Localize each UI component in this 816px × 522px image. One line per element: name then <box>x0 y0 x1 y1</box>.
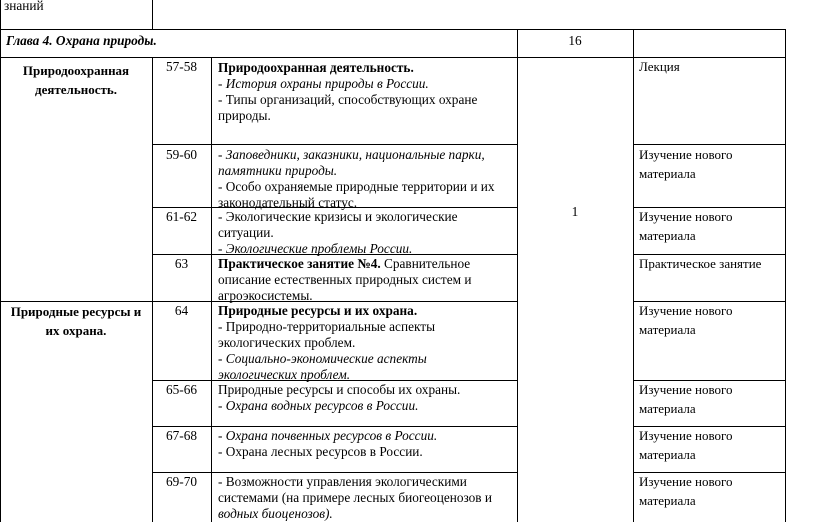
lesson-content: Природоохранная деятельность. - История охраны природы в России. - Типы организаций, способствующих охране природы. <box>218 60 478 123</box>
lesson-type: Изучение нового материала <box>639 303 733 337</box>
grid-line <box>152 426 517 427</box>
top-row-label: знаний <box>4 0 44 13</box>
lesson-content: Практическое занятие №4. Сравнительное описание естественных природных систем и агроэкосистемы. <box>218 256 472 303</box>
grid-line <box>517 29 518 522</box>
lesson-type: Практическое занятие <box>639 256 762 271</box>
grid-line <box>633 29 634 522</box>
lesson-number: 64 <box>174 303 189 318</box>
lesson-number: 63 <box>174 256 189 271</box>
lesson-number: 65-66 <box>165 382 198 397</box>
grid-line <box>152 472 517 473</box>
chapter-hours: 16 <box>568 33 582 48</box>
lesson-content: - Заповедники, заказники, национальные парки, памятники природы. - Особо охраняемые природные территории и их законодательный статус. <box>218 147 495 210</box>
lesson-content: - Охрана почвенных ресурсов в России. - Охрана лесных ресурсов в России. <box>218 428 438 459</box>
lesson-type: Изучение нового материала <box>639 147 733 181</box>
lesson-number: 61-62 <box>165 209 198 224</box>
lesson-type: Изучение нового материала <box>639 209 733 243</box>
grid-line <box>633 144 785 145</box>
topic-title: Природные ресурсы и их охрана. <box>10 304 142 338</box>
lesson-content: - Возможности управления экологическими системами (на примере лесных биогеоценозов и водных биоценозов). <box>218 474 493 521</box>
lesson-content: Природные ресурсы и способы их охраны. - Охрана водных ресурсов в России. <box>218 382 461 413</box>
grid-line <box>211 57 212 522</box>
topic-title: Природоохранная деятельность. <box>22 63 130 97</box>
lesson-number: 69-70 <box>165 474 198 489</box>
lesson-type: Лекция <box>639 59 680 74</box>
grid-line <box>152 57 153 522</box>
lesson-content: Природные ресурсы и их охрана. - Природно-территориальные аспекты экологических проблем. - Социально-экономические аспекты экологических проблем. <box>218 303 436 382</box>
block-hours: 1 <box>571 204 579 219</box>
grid-line <box>152 144 517 145</box>
lesson-type: Изучение нового материала <box>639 428 733 462</box>
lesson-type: Изучение нового материала <box>639 382 733 416</box>
lesson-number: 57-58 <box>165 59 198 74</box>
lesson-type: Изучение нового материала <box>639 474 733 508</box>
chapter-title: Глава 4. Охрана природы. <box>6 33 157 48</box>
grid-line <box>0 29 785 30</box>
grid-line <box>152 0 153 29</box>
lesson-number: 67-68 <box>165 428 198 443</box>
lesson-number: 59-60 <box>165 147 198 162</box>
grid-line <box>785 29 786 522</box>
lesson-content: - Экологические кризисы и экологические ситуации. - Экологические проблемы России. <box>218 209 458 256</box>
